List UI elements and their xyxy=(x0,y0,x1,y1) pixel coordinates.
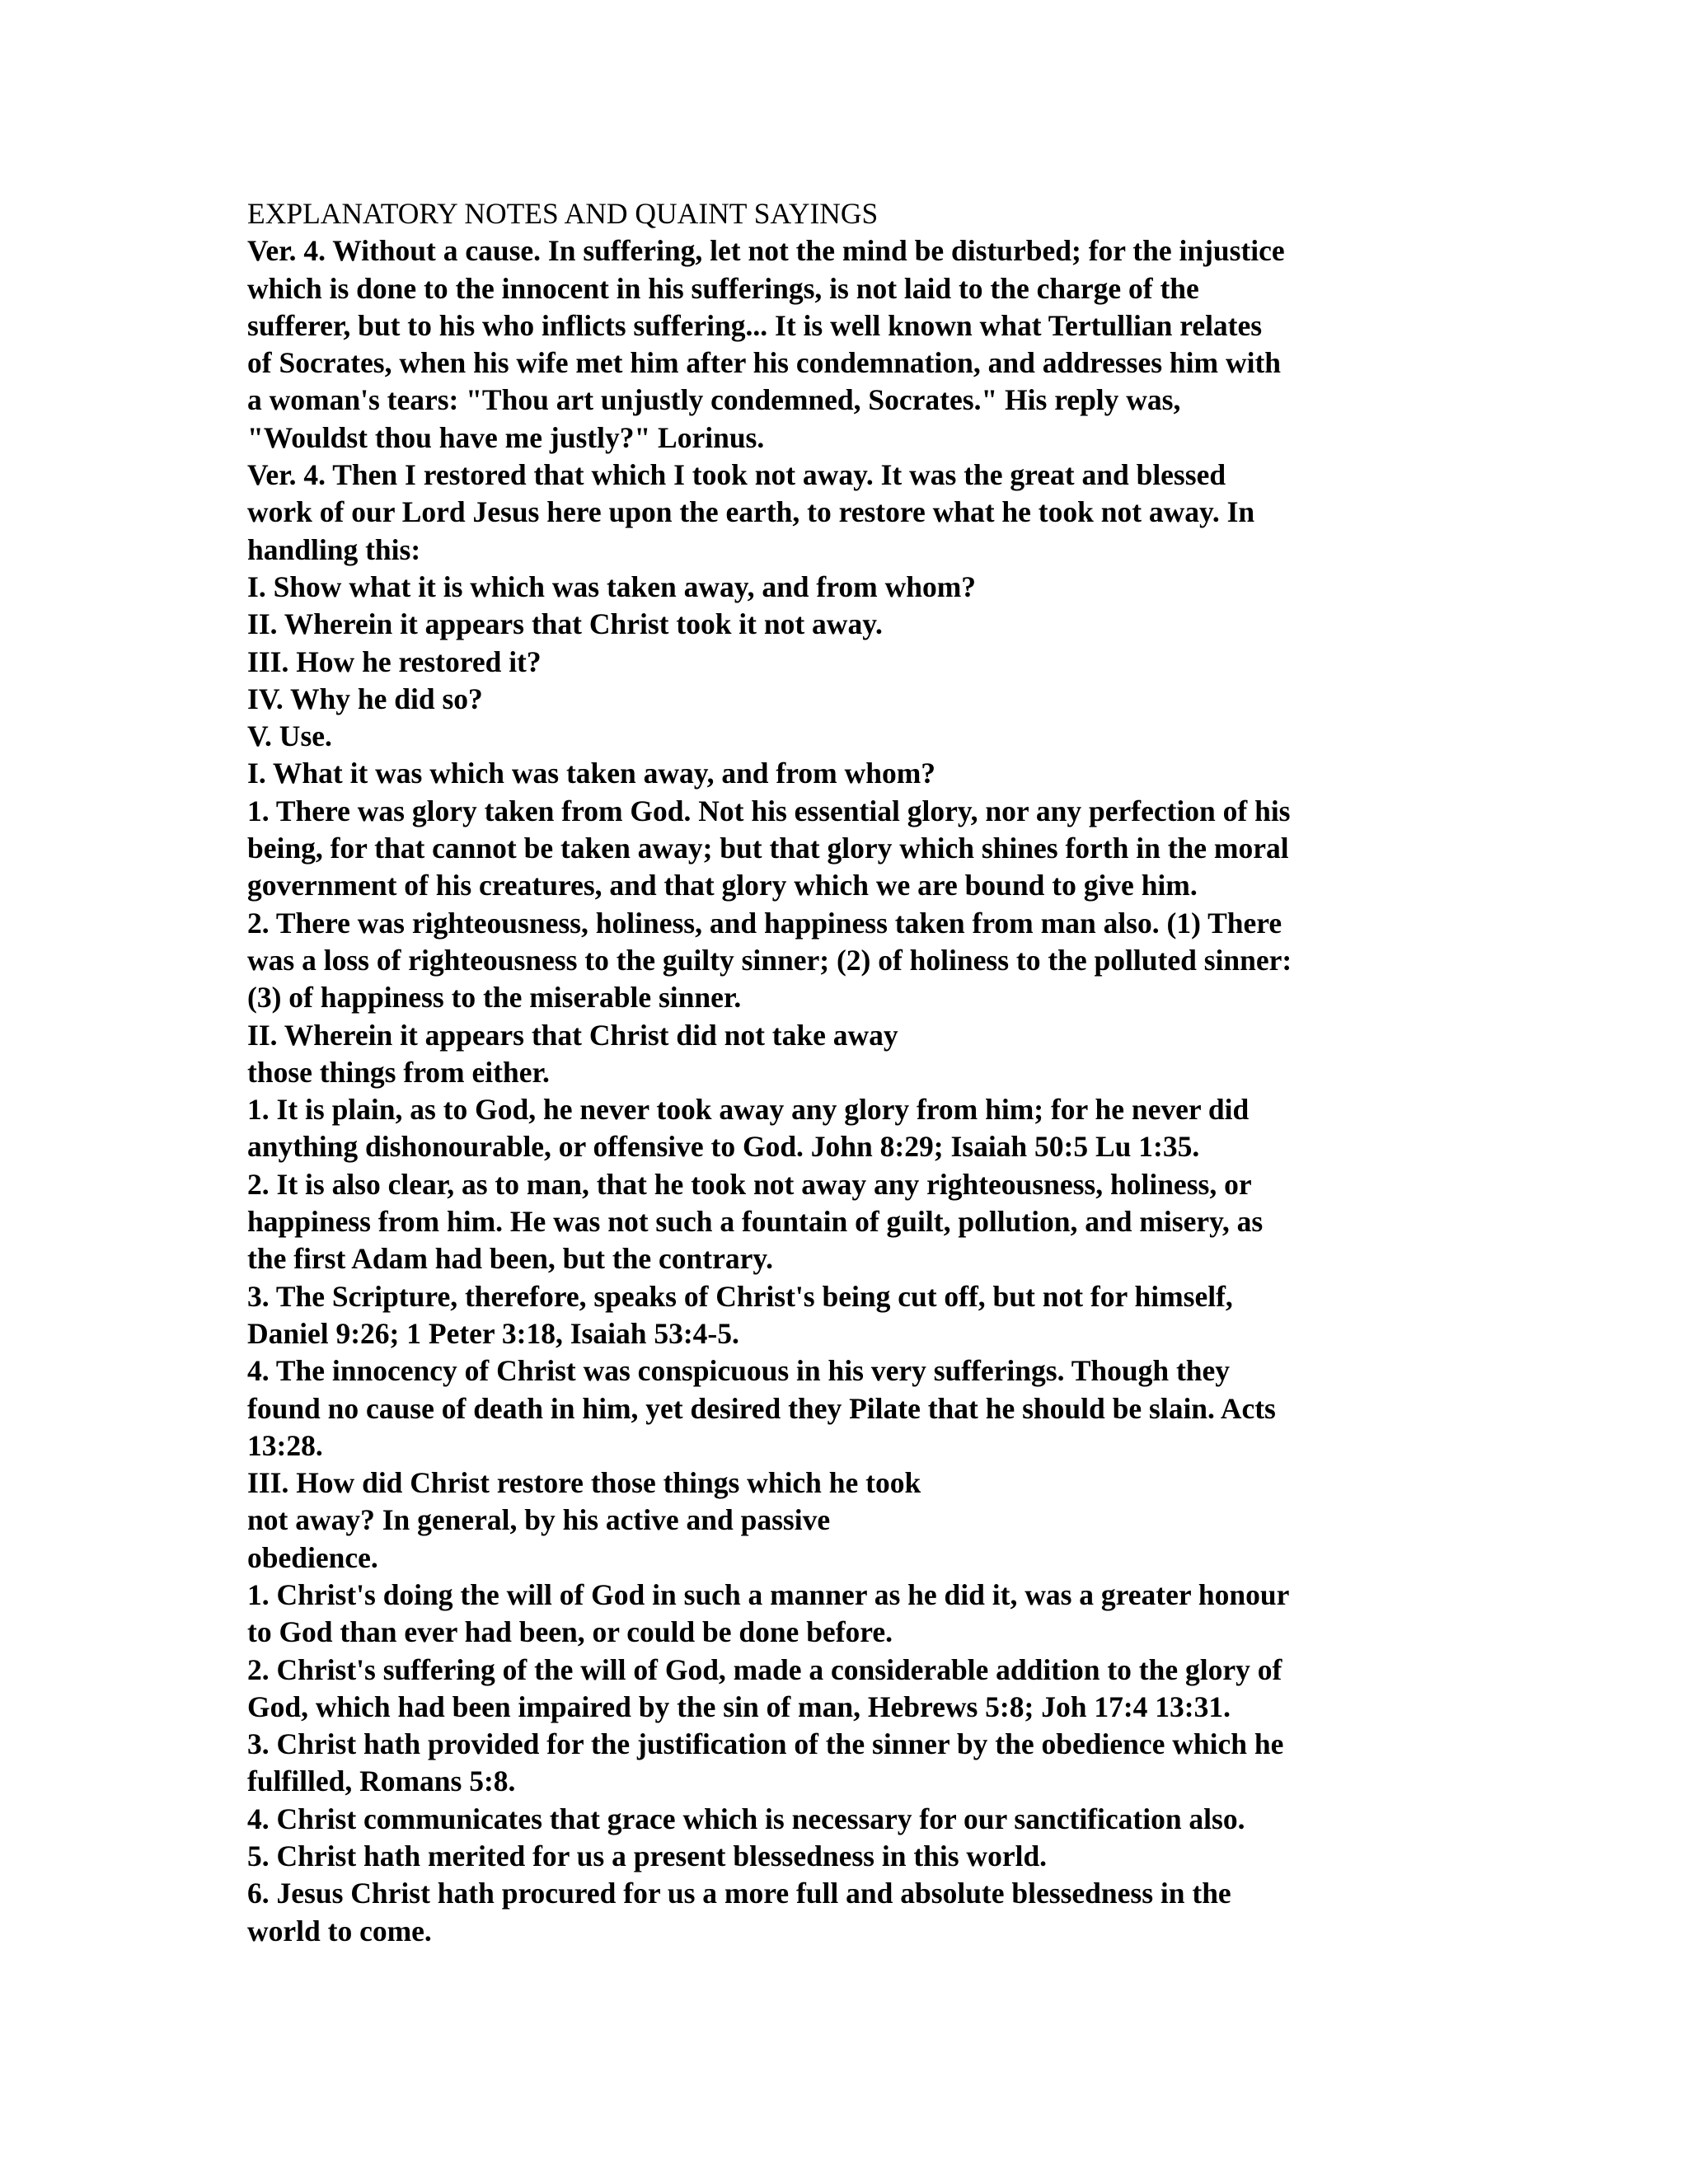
document-lines xyxy=(247,232,1451,1950)
document-line: 6. Jesus Christ hath procured for us a more full and absolute blessedness in the xyxy=(247,1877,1231,1910)
document-line: world to come. xyxy=(247,1914,432,1947)
document-line: anything dishonourable, or offensive to God. John 8:29; Isaiah 50:5 Lu 1:35. xyxy=(247,1130,1200,1164)
document-line: obedience. xyxy=(247,1540,378,1574)
document-line: 4. Christ communicates that grace which is necessary for our sanctification also. xyxy=(247,1802,1245,1835)
document-line: found no cause of death in him, yet desired they Pilate that he should be slain. Acts xyxy=(247,1391,1276,1425)
document-line: "Wouldst thou have me justly?" Lorinus. xyxy=(247,420,765,454)
document-line: III. How did Christ restore those things which he took xyxy=(247,1466,921,1500)
document-line: sufferer, but to his who inflicts suffering... It is well known what Tertullian relates xyxy=(247,308,1263,342)
document-line: 2. It is also clear, as to man, that he took not away any righteousness, holiness, or xyxy=(247,1167,1252,1201)
document-body xyxy=(247,195,1451,1950)
document-line: the first Adam had been, but the contrary. xyxy=(247,1242,774,1276)
document-line: V. Use. xyxy=(247,719,332,753)
document-line: I. What it was which was taken away, and from whom? xyxy=(247,757,936,790)
document-line: 1. It is plain, as to God, he never took away any glory from him; for he never did xyxy=(247,1093,1250,1127)
document-line: fulfilled, Romans 5:8. xyxy=(247,1765,516,1798)
document-line: which is done to the innocent in his sufferings, is not laid to the charge of the xyxy=(247,271,1199,305)
document-line: 2. There was righteousness, holiness, and happiness taken from man also. (1) There xyxy=(247,906,1282,940)
document-line: 13:28. xyxy=(247,1428,323,1462)
document-line: God, which had been impaired by the sin of man, Hebrews 5:8; Joh 17:4 13:31. xyxy=(247,1690,1231,1723)
document-line: II. Wherein it appears that Christ took it not away. xyxy=(247,607,883,641)
document-line: (3) of happiness to the miserable sinner. xyxy=(247,981,742,1015)
document-line: 5. Christ hath merited for us a present blessedness in this world. xyxy=(247,1840,1048,1873)
document-line: I. Show what it is which was taken away, and from whom? xyxy=(247,569,977,603)
document-line: IV. Why he did so? xyxy=(247,682,483,715)
document-line: Ver. 4. Then I restored that which I took not away. It was the great and blessed xyxy=(247,458,1226,492)
document-line: not away? In general, by his active and passive xyxy=(247,1503,831,1537)
document-line: happiness from him. He was not such a fountain of guilt, pollution, and misery, as xyxy=(247,1205,1264,1239)
document-line: to God than ever had been, or could be done before. xyxy=(247,1615,893,1649)
document-line: 4. The innocency of Christ was conspicuous in his very sufferings. Though they xyxy=(247,1354,1231,1388)
document-line: those things from either. xyxy=(247,1055,550,1089)
document-line: a woman's tears: "Thou art unjustly condemned, Socrates." His reply was, xyxy=(247,383,1181,417)
document-line: government of his creatures, and that glory which we are bound to give him. xyxy=(247,869,1198,902)
document-line: III. How he restored it? xyxy=(247,644,542,678)
document-line: was a loss of righteousness to the guilty sinner; (2) of holiness to the polluted sinner: xyxy=(247,943,1292,977)
document-line: handling this: xyxy=(247,532,421,566)
document-heading: EXPLANATORY NOTES AND QUAINT SAYINGS xyxy=(247,197,879,230)
document-line: Daniel 9:26; 1 Peter 3:18, Isaiah 53:4-5. xyxy=(247,1316,739,1350)
document-line: of Socrates, when his wife met him after his condemnation, and addresses him with xyxy=(247,346,1282,380)
document-line: 1. There was glory taken from God. Not his essential glory, nor any perfection of his xyxy=(247,794,1291,827)
document-line: Ver. 4. Without a cause. In suffering, let not the mind be disturbed; for the injustice xyxy=(247,234,1285,268)
document-line: 3. The Scripture, therefore, speaks of Christ's being cut off, but not for himself, xyxy=(247,1279,1233,1313)
document-line: work of our Lord Jesus here upon the earth, to restore what he took not away. In xyxy=(247,495,1255,529)
document-line: 1. Christ's doing the will of God in such a manner as he did it, was a greater honour xyxy=(247,1577,1290,1611)
document-line: 3. Christ hath provided for the justification of the sinner by the obedience which he xyxy=(247,1727,1284,1761)
document-line: 2. Christ's suffering of the will of God, made a considerable addition to the glory of xyxy=(247,1652,1282,1686)
document-line: being, for that cannot be taken away; but that glory which shines forth in the moral xyxy=(247,832,1289,865)
document-line: II. Wherein it appears that Christ did not take away xyxy=(247,1018,898,1052)
